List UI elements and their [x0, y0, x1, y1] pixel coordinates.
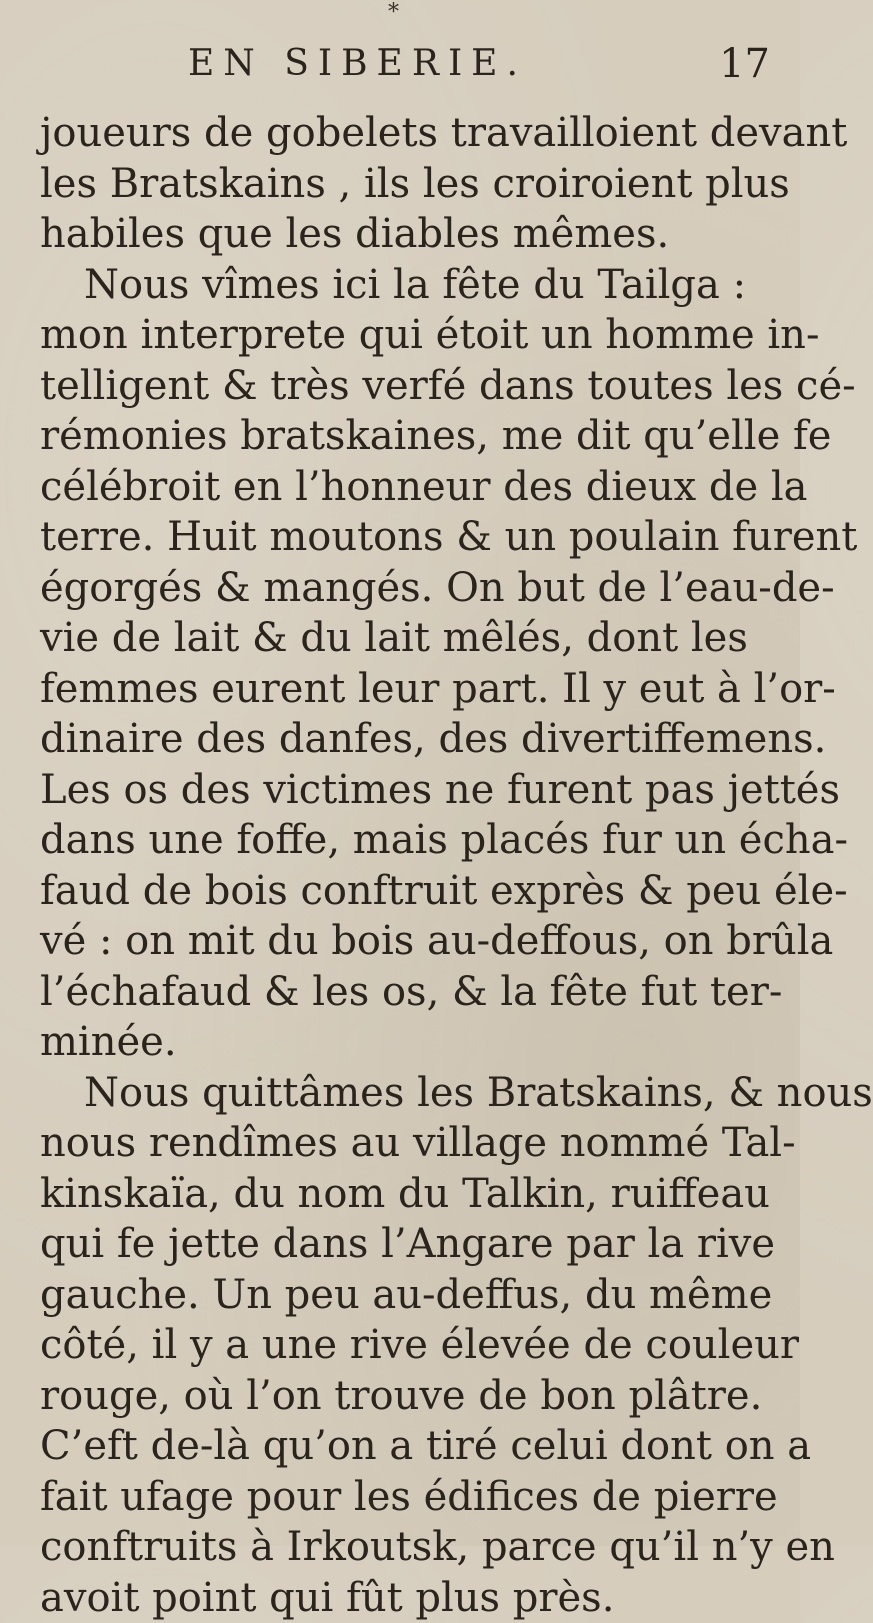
text-line-paragraph-start: Nous quittâmes les Bratskains, & nous [40, 1068, 780, 1119]
printer-mark: * [388, 2, 399, 24]
text-line: qui fe jette dans l’Angare par la rive [40, 1219, 780, 1270]
text-line: Les os des victimes ne furent pas jettés [40, 765, 780, 816]
text-line: faud de bois conftruit exprès & peu éle- [40, 866, 780, 917]
text-line: telligent & très verfé dans toutes les cé- [40, 361, 780, 412]
text-line: habiles que les diables mêmes. [40, 209, 780, 260]
text-line: dans une foffe, mais placés fur un écha- [40, 815, 780, 866]
text-line: nous rendîmes au village nommé Tal- [40, 1118, 780, 1169]
body-text [40, 108, 780, 1623]
text-line: vie de lait & du lait mêlés, dont les [40, 613, 780, 664]
text-line: femmes eurent leur part. Il y eut à l’or- [40, 664, 780, 715]
text-line: vé : on mit du bois au-deffous, on brûla [40, 916, 780, 967]
text-line: conftruits à Irkoutsk, parce qu’il n’y en [40, 1522, 780, 1573]
text-line: kinskaïa, du nom du Talkin, ruiffeau [40, 1169, 780, 1220]
page-number: 17 [719, 44, 770, 84]
text-line: avoit point qui fût plus près. [40, 1573, 780, 1623]
text-line: côté, il y a une rive élevée de couleur [40, 1320, 780, 1371]
text-line: C’eft de-là qu’on a tiré celui dont on a [40, 1421, 780, 1472]
text-line: gauche. Un peu au-deffus, du même [40, 1270, 780, 1321]
text-line: minée. [40, 1017, 780, 1068]
text-line: célébroit en l’honneur des dieux de la [40, 462, 780, 513]
text-line: l’échafaud & les os, & la fête fut ter- [40, 967, 780, 1018]
page-header [40, 44, 770, 98]
text-line: les Bratskains , ils les croiroient plus [40, 159, 780, 210]
text-line: rémonies bratskaines, me dit qu’elle fe [40, 411, 780, 462]
text-line: terre. Huit moutons & un poulain furent [40, 512, 780, 563]
text-line: rouge, où l’on trouve de bon plâtre. [40, 1371, 780, 1422]
text-line: mon interprete qui étoit un homme in- [40, 310, 780, 361]
running-head: EN SIBERIE. [188, 46, 527, 82]
text-line: fait ufage pour les édifices de pierre [40, 1472, 780, 1523]
text-line: dinaire des danfes, des divertiffemens. [40, 714, 780, 765]
text-line-paragraph-start: Nous vîmes ici la fête du Tailga : [40, 260, 780, 311]
text-line: égorgés & mangés. On but de l’eau-de- [40, 563, 780, 614]
text-line: joueurs de gobelets travailloient devant [40, 108, 780, 159]
